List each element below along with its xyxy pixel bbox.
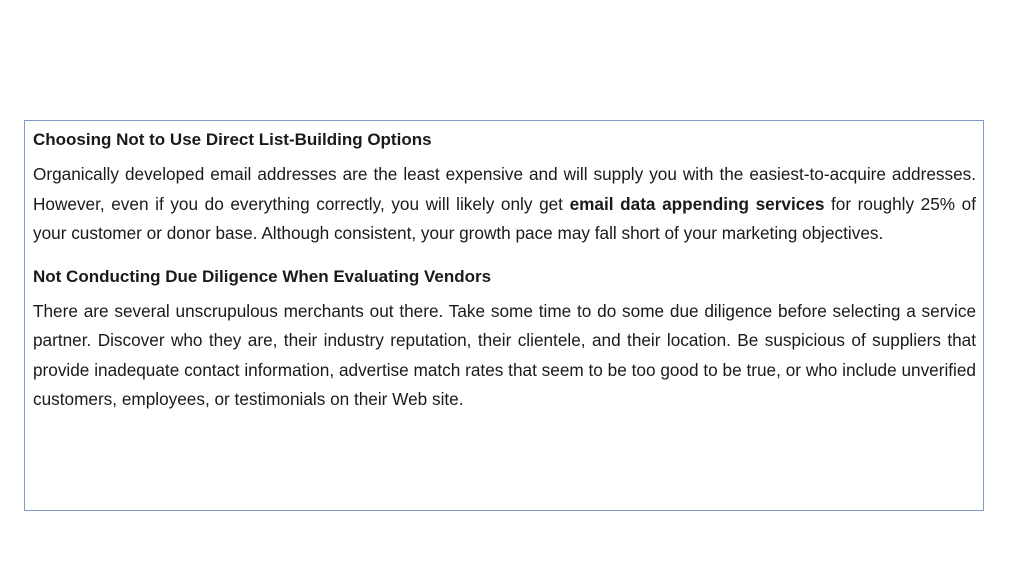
bold-link-text: email data appending services: [569, 193, 825, 214]
section-heading: Not Conducting Due Diligence When Evaluating Vendors: [33, 266, 492, 286]
body-text-end: for roughly 25% of your customer or donor base. Although consistent, your growth pace may fall short of your marketing objectives.: [33, 193, 976, 243]
section-body: [33, 160, 976, 249]
section-list-building: [33, 129, 976, 249]
content-box: [24, 120, 984, 511]
section-body: There are several unscrupulous merchants out there. Take some time to do some due diligence before selecting a service partner. Discover who they are, their industry reputation, their clientele, and their location. Be suspicious of suppliers that provide inadequate contact information, advertise match rates that seem to be too good to be true, or who include unverified customers, employees, or testimonials on their Web site.: [33, 300, 976, 409]
section-due-diligence: [33, 266, 976, 415]
section-heading: Choosing Not to Use Direct List-Building Options: [33, 130, 432, 149]
body-text-start: Organically developed email addresses are the least expensive and will supply you with the easiest-to-acquire addresses. However, even if you do everything correctly, you will likely only get: [33, 164, 976, 214]
